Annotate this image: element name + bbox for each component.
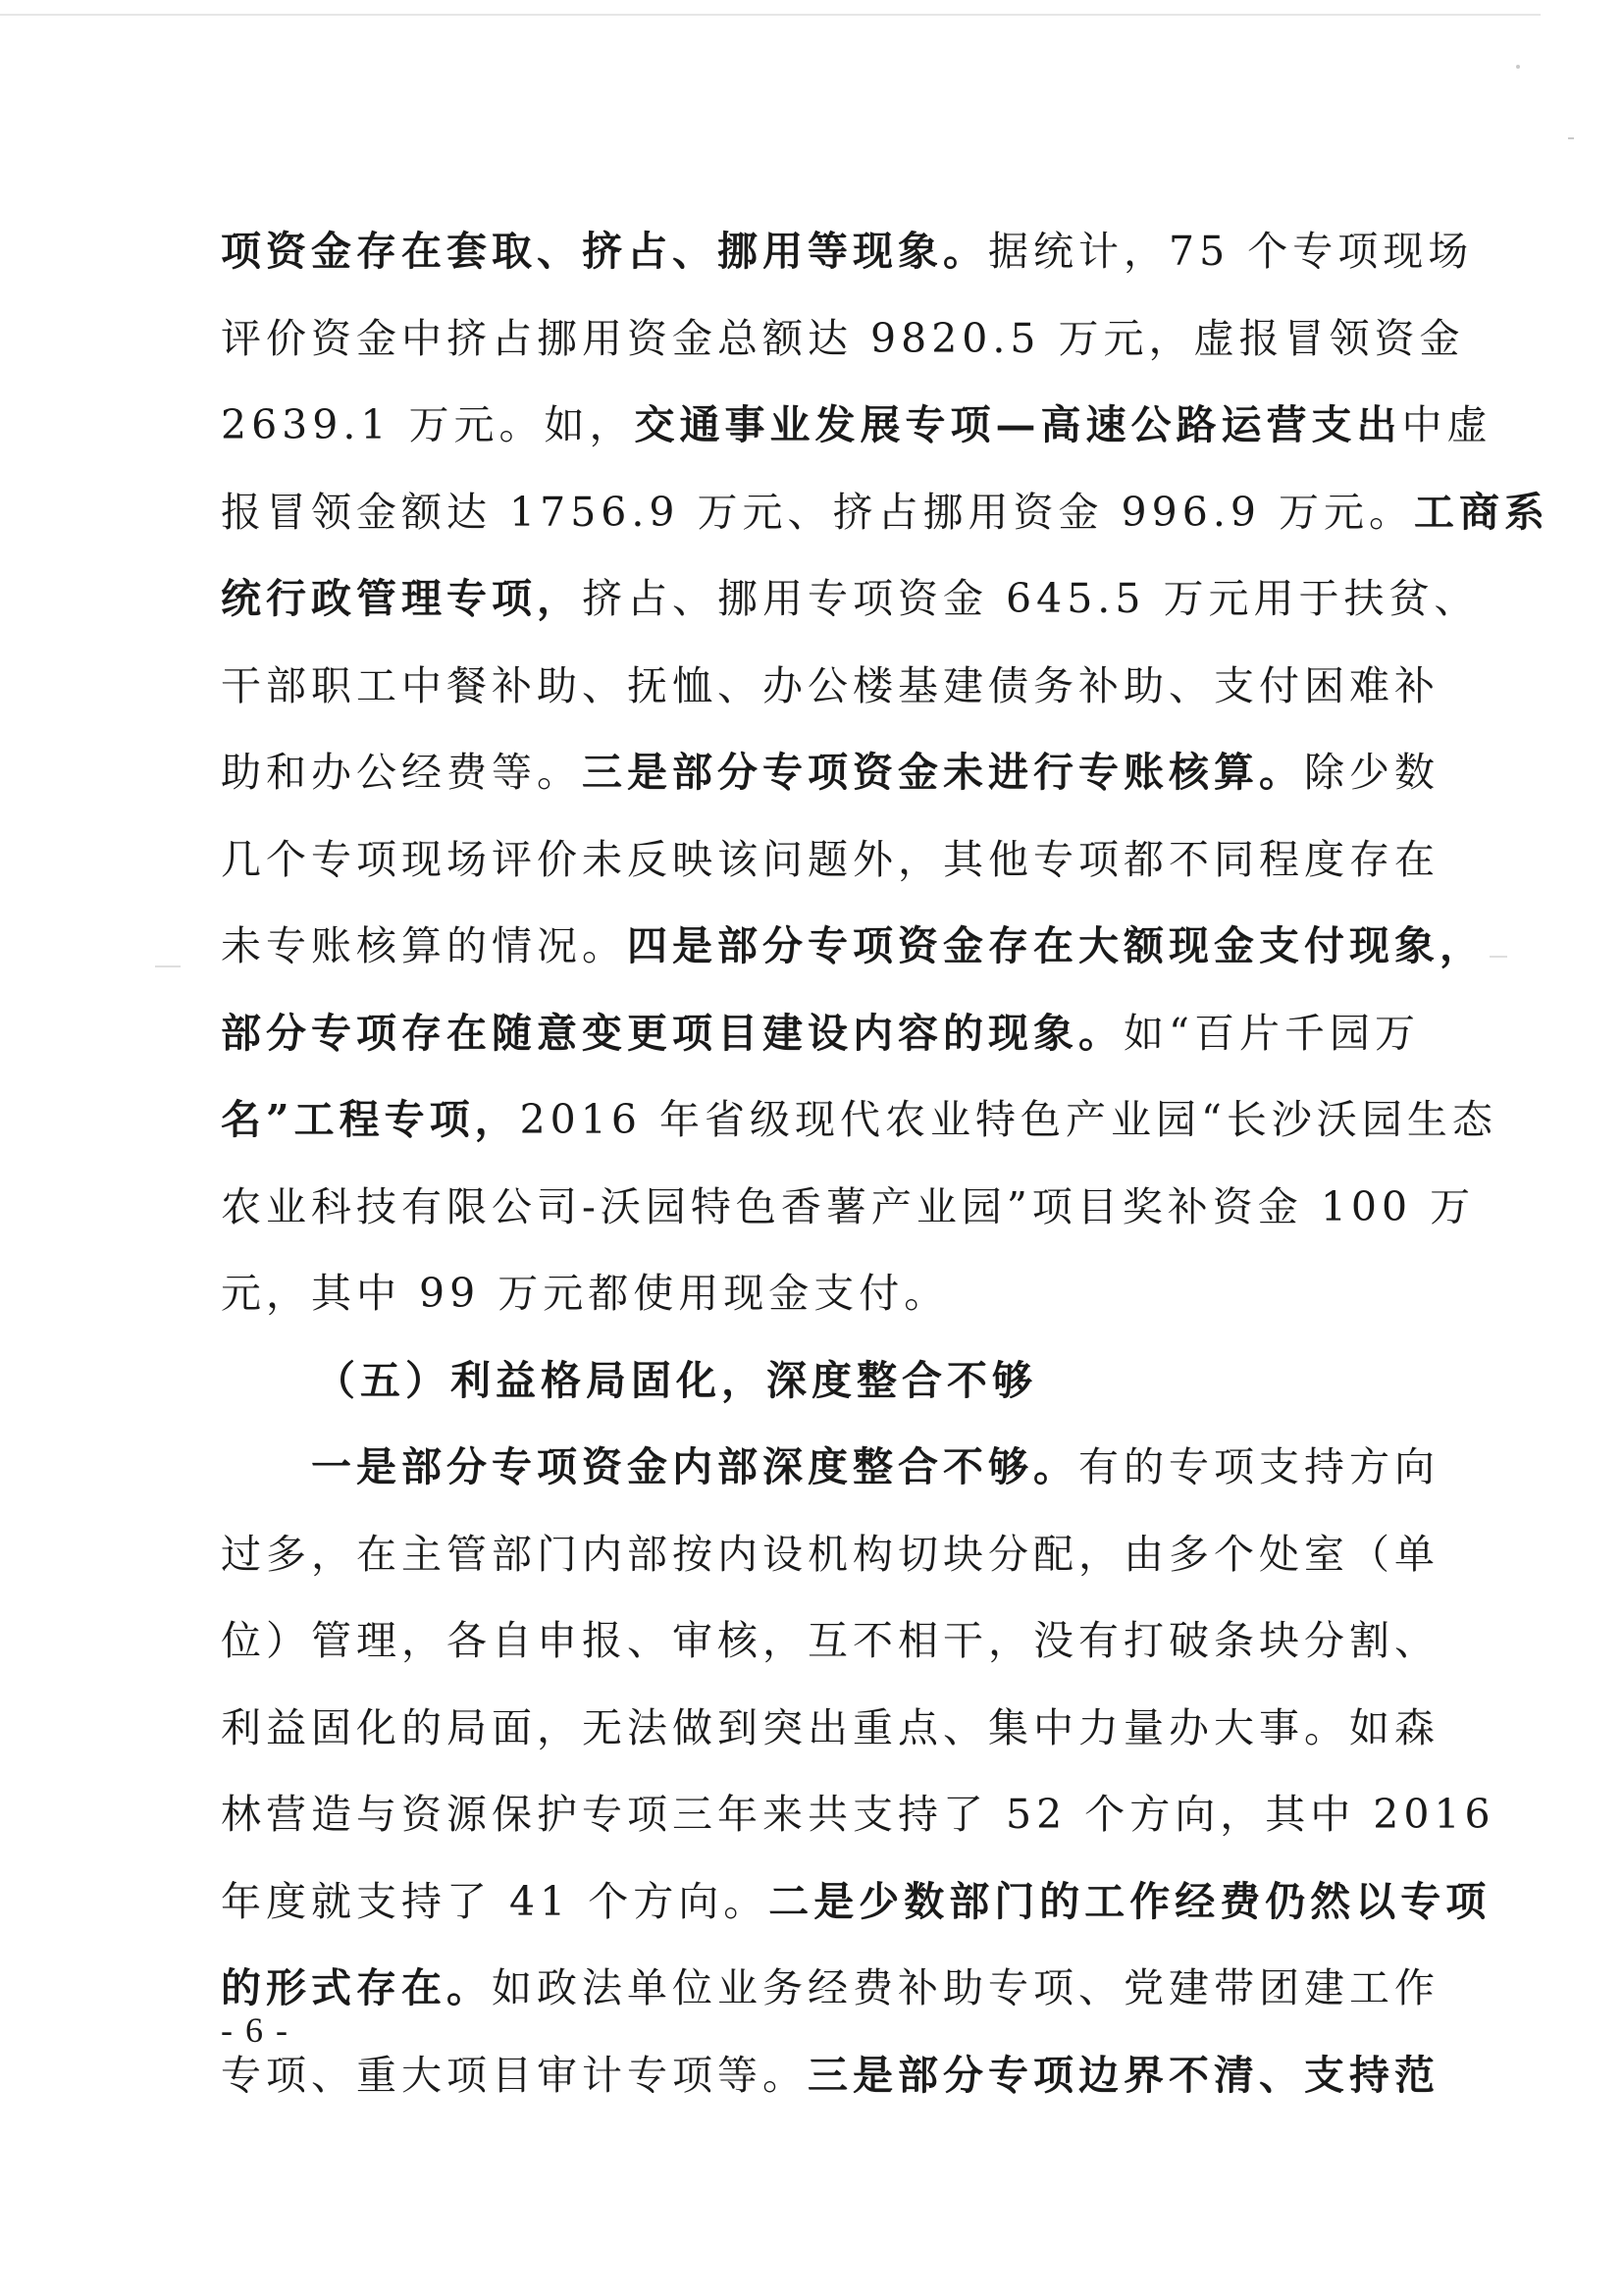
scan-speck: [1568, 137, 1574, 139]
text-segment: 2016 年省级现代农业特色产业园“长沙沃园生态: [519, 1096, 1497, 1143]
paragraph-line: [221, 1858, 1492, 1946]
text-segment: 干部职工中餐补助、抚恤、办公楼基建债务补助、支付困难补: [221, 661, 1440, 709]
scan-speck: [1490, 956, 1507, 958]
scan-speck: [1516, 65, 1520, 69]
text-segment: 如政法单位业务经费补助专项、党建带团建工作: [492, 1964, 1440, 2011]
text-segment: 评价资金中挤占挪用资金总额达 9820.5 万元，虚报冒领资金: [221, 314, 1465, 362]
page-number: - 6 -: [221, 2010, 289, 2050]
text-segment: [221, 1443, 311, 1490]
text-segment: 几个专项现场评价未反映该问题外，其他专项都不同程度存在: [221, 835, 1440, 883]
paragraph-line: [221, 295, 1465, 383]
bold-text-segment: 三是部分专项资金未进行专账核算。: [582, 749, 1304, 796]
text-segment: 如“百片千园万: [1124, 1009, 1420, 1057]
text-segment: 位）管理，各自申报、审核，互不相干，没有打破条块分割、: [221, 1617, 1440, 1664]
paragraph-line: [221, 208, 1474, 295]
body-text: [221, 208, 1549, 2118]
paragraph-line: [221, 1945, 1440, 2032]
paragraph-line: [221, 382, 1492, 469]
bold-text-segment: 交通事业发展专项—高速公路运营支出: [634, 401, 1402, 448]
text-segment: 专项、重大项目审计专项等。: [221, 2051, 808, 2099]
paragraph-line: [221, 1250, 1420, 1337]
bold-text-segment: 三是部分专项边界不清、支持范: [808, 2051, 1440, 2099]
paragraph-line: [221, 1076, 1497, 1164]
bold-text-segment: （五）利益格局固化，深度整合不够: [315, 1356, 1037, 1404]
text-segment: 2639.1 万元。如，: [221, 401, 635, 448]
text-segment: 年度就支持了 41 个方向。: [221, 1877, 769, 1925]
bold-text-segment: 二是少数部门的工作经费仍然以专项: [768, 1877, 1492, 1925]
paragraph-line: [221, 1685, 1440, 1772]
bold-text-segment: 四是部分专项资金存在大额现金支付现象，: [627, 922, 1485, 969]
paragraph-line: [221, 816, 1440, 904]
paragraph-line: [221, 1424, 1440, 1511]
paragraph-line: [221, 990, 1420, 1077]
bold-text-segment: 部分专项存在随意变更项目建设内容的现象。: [221, 1009, 1125, 1057]
text-segment: 据统计，75 个专项现场: [988, 228, 1474, 275]
text-segment: 挤占、挪用专项资金 645.5 万元用于扶贫、: [582, 575, 1480, 622]
text-segment: 过多，在主管部门内部按内设机构切块分配，由多个处室（单: [221, 1530, 1440, 1578]
bold-text-segment: 工商系: [1413, 488, 1549, 536]
bold-text-segment: 项资金存在套取、挤占、挪用等现象。: [221, 228, 988, 275]
text-segment: 林营造与资源保护专项三年来共支持了 52 个方向，其中 2016: [221, 1791, 1495, 1838]
bold-text-segment: 的形式存在。: [221, 1964, 492, 2011]
paragraph-line: [221, 903, 1485, 990]
paragraph-line: [221, 1771, 1495, 1858]
text-segment: 除少数: [1304, 749, 1440, 796]
paragraph-line: [221, 643, 1440, 730]
section-heading: [221, 1337, 1420, 1425]
paragraph-line: [221, 1511, 1440, 1598]
paragraph-line: [221, 469, 1549, 556]
text-segment: 未专账核算的情况。: [221, 922, 627, 969]
text-segment: 利益固化的局面，无法做到突出重点、集中力量办大事。如森: [221, 1703, 1440, 1751]
scan-top-edge: [0, 14, 1541, 16]
text-segment: 中虚: [1401, 401, 1492, 448]
bold-text-segment: 名”工程专项，: [221, 1096, 520, 1143]
text-segment: 农业科技有限公司-沃园特色香薯产业园”项目奖补资金 100 万: [221, 1182, 1476, 1230]
paragraph-line: [221, 555, 1480, 643]
text-segment: 助和办公经费等。: [221, 749, 582, 796]
scan-speck: [155, 965, 181, 967]
text-segment: 元，其中 99 万元都使用现金支付。: [221, 1270, 950, 1317]
paragraph-line: [221, 2032, 1440, 2119]
paragraph-line: [221, 729, 1440, 816]
text-segment: 报冒领金额达 1756.9 万元、挤占挪用资金 996.9 万元。: [221, 488, 1414, 536]
bold-text-segment: 统行政管理专项，: [221, 575, 582, 622]
text-segment: 有的专项支持方向: [1078, 1443, 1440, 1490]
paragraph-line: [221, 1164, 1476, 1251]
paragraph-line: [221, 1597, 1440, 1685]
bold-text-segment: 一是部分专项资金内部深度整合不够。: [311, 1443, 1078, 1490]
